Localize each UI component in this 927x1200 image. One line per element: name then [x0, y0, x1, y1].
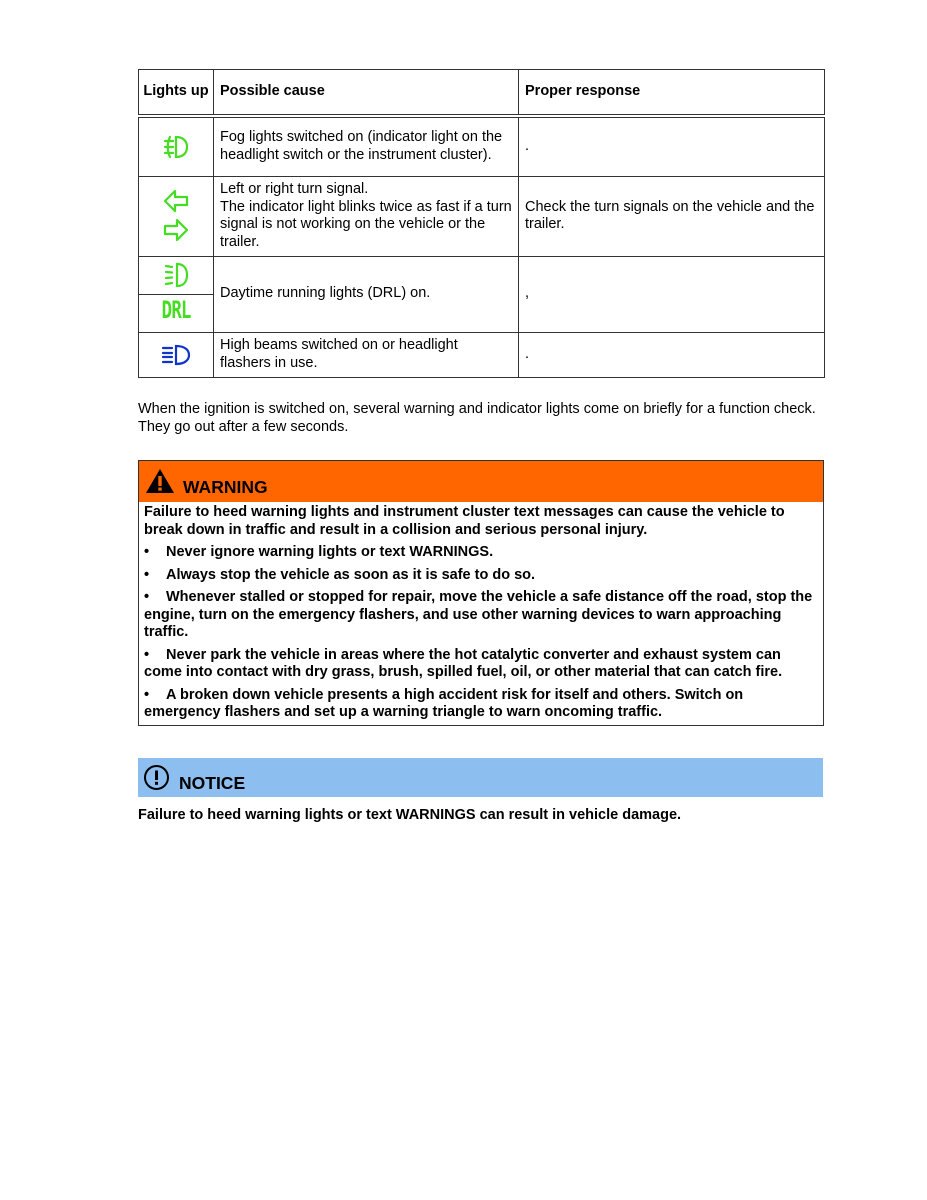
notice-title: NOTICE [179, 773, 246, 793]
row-icon-cell [139, 332, 214, 377]
turn-signal-arrows-icon [161, 188, 191, 244]
notice-text: Failure to heed warning lights or text WARNINGS can result in vehicle damage. [138, 807, 682, 823]
warning-title: WARNING [183, 477, 268, 497]
warning-bullet: • Always stop the vehicle as soon as it is safe to do so. [144, 566, 536, 583]
notice-header [138, 758, 823, 797]
function-check-paragraph: When the ignition is switched on, several warning and indicator lights come on briefly for a function check. They go out after a few seconds. [138, 401, 816, 435]
cause-line: The indicator light blinks twice as fast if a turn signal is not working on the vehicle or the trailer. [220, 198, 512, 250]
drl-light-icon [161, 260, 191, 290]
possible-cause-cell: Daytime running lights (DRL) on. [214, 256, 519, 332]
warning-bullet: • A broken down vehicle presents a high accident risk for itself and others. Switch on emergency flashers and set up a warning triangle to warn oncoming traffic. [144, 686, 744, 720]
warning-body [139, 502, 823, 722]
proper-response-cell: Check the turn signals on the vehicle and the trailer. [519, 176, 825, 256]
drl-text-icon: DRL [161, 296, 191, 325]
warning-header [139, 461, 823, 502]
warning-lead: Failure to heed warning lights and instrument cluster text messages can cause the vehicle to break down in traffic and result in a collision and serious personal injury. [144, 504, 785, 538]
warning-bullet: • Never park the vehicle in areas where the hot catalytic converter and exhaust system can come into contact with dry grass, brush, spilled fuel, oil, or other material that can catch fire. [144, 646, 783, 680]
warning-triangle-icon [145, 468, 175, 494]
indicator-lights-table [138, 69, 825, 378]
fog-light-icon [161, 132, 191, 162]
possible-cause-cell: High beams switched on or headlight flashers in use. [214, 332, 519, 377]
table-row [139, 116, 825, 176]
proper-response-cell: . [519, 332, 825, 377]
col-header-lights-up: Lights up [139, 70, 214, 117]
row-icon-cell [139, 294, 214, 332]
possible-cause-cell: Fog lights switched on (indicator light on the headlight switch or the instrument cluster). [214, 116, 519, 176]
cause-line: Left or right turn signal. [220, 181, 369, 197]
col-header-proper-response: Proper response [519, 70, 825, 117]
row-icon-cell [139, 256, 214, 294]
proper-response-cell: . [519, 116, 825, 176]
table-header-row [139, 70, 825, 117]
warning-bullet: • Whenever stalled or stopped for repair, move the vehicle a safe distance off the road, stop the engine, turn on the emergency flashers, and use other warning devices to warn approaching traffic. [144, 589, 813, 640]
table-row [139, 332, 825, 377]
warning-bullet: • Never ignore warning lights or text WARNINGS. [144, 544, 494, 560]
row-icon-cell [139, 176, 214, 256]
high-beam-icon [160, 343, 192, 367]
warning-box [138, 460, 824, 726]
exclamation-circle-icon [143, 764, 170, 791]
proper-response-cell: , [519, 256, 825, 332]
row-icon-cell [139, 116, 214, 176]
table-row [139, 256, 825, 294]
col-header-possible-cause: Possible cause [214, 70, 519, 117]
possible-cause-cell [214, 176, 519, 256]
table-row [139, 176, 825, 256]
